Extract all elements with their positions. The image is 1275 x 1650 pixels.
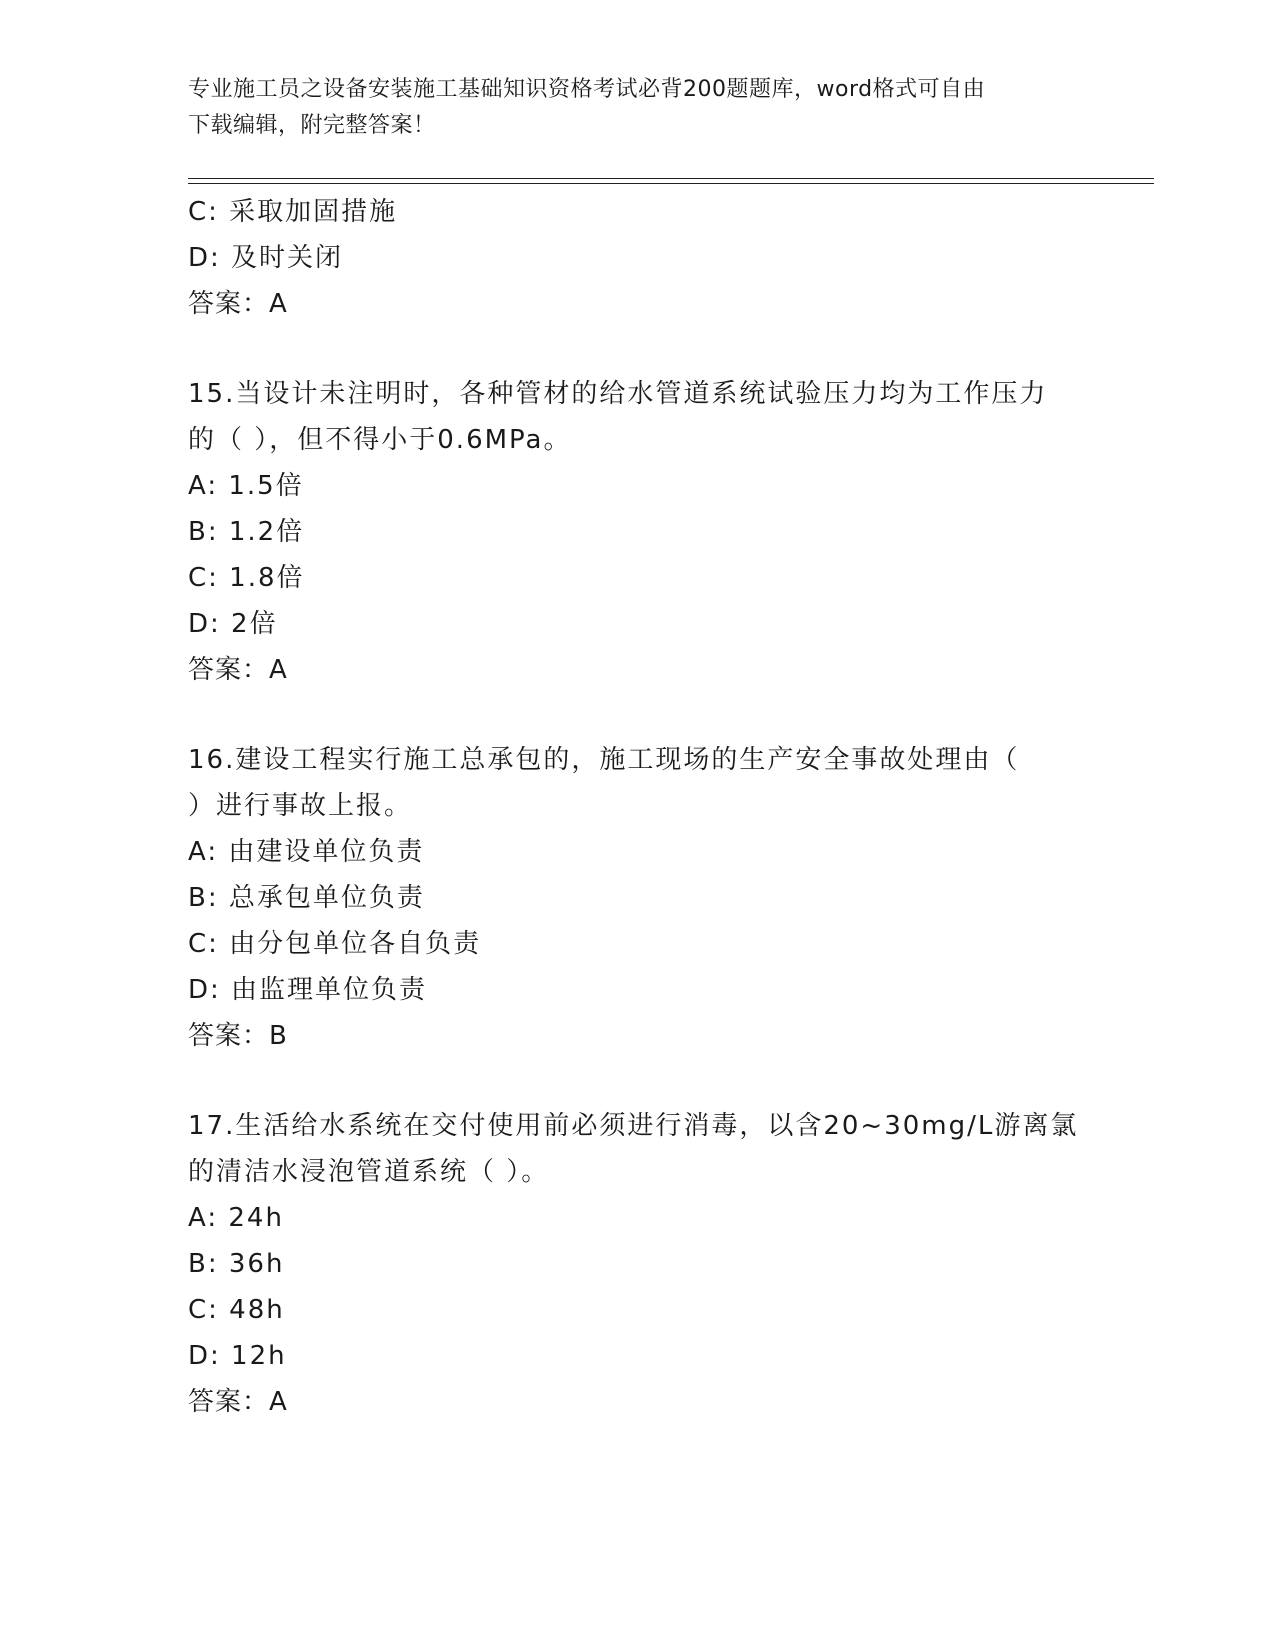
question-text-line: 17.生活给水系统在交付使用前必须进行消毒，以含20~30mg/L游离氯 <box>188 1111 1079 1141</box>
option-d: D: 2倍 <box>188 609 278 639</box>
document-header <box>188 72 1088 144</box>
option-c: C: 采取加固措施 <box>188 197 398 227</box>
option-d: D: 12h <box>188 1341 287 1371</box>
option-b: B: 1.2倍 <box>188 517 305 547</box>
question-text-line: 的（ ），但不得小于0.6MPa。 <box>188 425 572 455</box>
question-text-line: ）进行事故上报。 <box>188 791 413 821</box>
question-text-line: 15.当设计未注明时，各种管材的给水管道系统试验压力均为工作压力 <box>188 379 1048 409</box>
question-16 <box>188 737 1088 1059</box>
option-a: A: 由建设单位负责 <box>188 837 425 867</box>
option-b: B: 36h <box>188 1249 285 1279</box>
header-rule-top <box>188 178 1154 179</box>
option-a: A: 24h <box>188 1203 284 1233</box>
question-content <box>188 189 1088 1425</box>
spacer <box>188 1059 1088 1103</box>
header-rule-bottom <box>188 183 1154 184</box>
answer-line: 答案：A <box>188 655 288 685</box>
option-d: D: 及时关闭 <box>188 243 344 273</box>
question-17 <box>188 1103 1088 1425</box>
answer-line: 答案：B <box>188 1021 288 1051</box>
question-text-line: 的清洁水浸泡管道系统（ ）。 <box>188 1157 550 1187</box>
question-15 <box>188 371 1088 693</box>
question-text-line: 16.建设工程实行施工总承包的，施工现场的生产安全事故处理由（ <box>188 745 1020 775</box>
option-c: C: 1.8倍 <box>188 563 305 593</box>
spacer <box>188 327 1088 371</box>
header-line-1: 专业施工员之设备安装施工基础知识资格考试必背200题题库，word格式可自由 <box>188 77 986 102</box>
previous-question-fragment <box>188 189 1088 327</box>
option-d: D: 由监理单位负责 <box>188 975 428 1005</box>
option-b: B: 总承包单位负责 <box>188 883 425 913</box>
answer-line: 答案：A <box>188 1387 288 1417</box>
answer-line: 答案：A <box>188 289 288 319</box>
option-c: C: 由分包单位各自负责 <box>188 929 482 959</box>
option-c: C: 48h <box>188 1295 285 1325</box>
header-line-2: 下载编辑，附完整答案！ <box>188 113 436 138</box>
spacer <box>188 693 1088 737</box>
option-a: A: 1.5倍 <box>188 471 304 501</box>
